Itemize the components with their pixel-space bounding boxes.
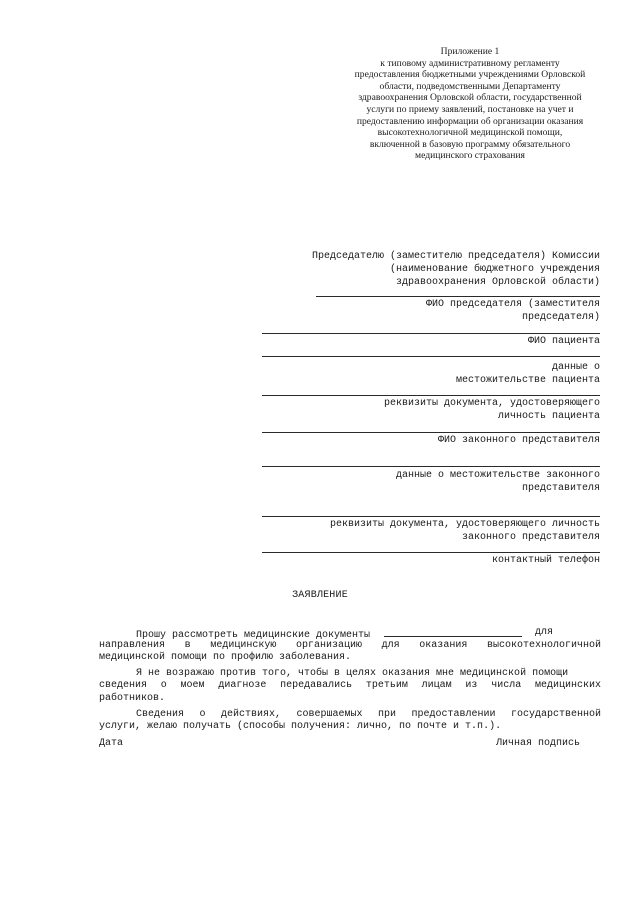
representative-residence-field[interactable]	[262, 466, 600, 467]
phone-field[interactable]	[262, 552, 600, 553]
chairman-fio-label: ФИО председателя (заместителя	[425, 299, 600, 310]
representative-fio-label: ФИО законного представителя	[437, 435, 600, 446]
paragraph-consent	[99, 668, 601, 706]
chairman-label-line2: (наименование бюджетного учреждения	[389, 264, 600, 275]
appendix-line: здравоохранения Орловской области, государственной	[358, 92, 582, 104]
consent-text-line2: сведения о моем диагнозе передавались третьим лицам из числа медицинских	[99, 680, 601, 692]
request-text-line2: направления в медицинскую организацию для оказания высокотехнологичной	[99, 639, 601, 651]
patient-document-label: реквизиты документа, удостоверяющего	[383, 398, 600, 409]
appendix-line: к типовому административному регламенту	[380, 57, 560, 69]
patient-residence-label: данные о	[551, 362, 600, 373]
appendix-line: услуги по приему заявлений, постановке на учет и	[366, 103, 574, 115]
appendix-line: Приложение 1	[440, 46, 500, 57]
chairman-fio-label-cont: председателя)	[521, 312, 600, 323]
appendix-line: предоставлению информации об организации оказания	[356, 115, 584, 127]
appendix-header	[345, 46, 595, 162]
request-text-line3: медицинской помощи по профилю заболевания.	[99, 652, 352, 664]
chairman-label-line1: Председателю (заместителю председателя) Комиссии	[311, 251, 600, 262]
request-text-start: Прошу рассмотреть медицинские документы	[136, 630, 371, 641]
notification-text-line2: услуги, желаю получать (способы получения: лично, по почте и т.п.).	[99, 721, 502, 733]
representative-residence-label-cont: представителя	[521, 483, 600, 494]
documents-field[interactable]	[384, 627, 522, 637]
representative-fio-field[interactable]	[262, 432, 600, 433]
paragraph-request	[99, 627, 601, 665]
patient-fio-field[interactable]	[262, 333, 600, 334]
patient-residence-field[interactable]	[262, 356, 600, 357]
patient-document-field[interactable]	[262, 395, 600, 396]
appendix-line: предоставления бюджетными учреждениями Орловской	[354, 69, 586, 81]
paragraph-notification	[99, 709, 601, 734]
representative-document-label: реквизиты документа, удостоверяющего личность	[329, 519, 600, 530]
consent-text-line3: работников.	[99, 692, 166, 704]
signature-label: Личная подпись	[496, 738, 581, 749]
patient-residence-label-cont: местожительстве пациента	[455, 375, 600, 386]
chairman-label-line3: здравоохранения Орловской области)	[395, 277, 600, 288]
notification-text-line1: Сведения о действиях, совершаемых при предоставлении государственной	[136, 708, 601, 720]
consent-text-line1: Я не возражаю против того, чтобы в целях оказания мне медицинской помощи	[136, 667, 569, 679]
appendix-line: медицинского страхования	[415, 150, 525, 162]
appendix-line: высокотехнологичной медицинской помощи,	[377, 127, 563, 139]
appendix-line: области, подведомственными Департаменту	[379, 80, 561, 92]
chairman-fio-field[interactable]	[316, 296, 600, 297]
statement-body	[99, 627, 601, 737]
document-title: ЗАЯВЛЕНИЕ	[292, 590, 348, 601]
phone-label: контактный телефон	[491, 555, 600, 566]
appendix-line: включенной в базовую программу обязательного	[369, 138, 571, 150]
representative-residence-label: данные о местожительстве законного	[395, 470, 600, 481]
request-text-end: для	[534, 627, 553, 638]
patient-document-label-cont: личность пациента	[497, 411, 600, 422]
patient-fio-label: ФИО пациента	[527, 336, 600, 347]
representative-document-field[interactable]	[262, 516, 600, 517]
date-label: Дата	[99, 738, 124, 749]
representative-document-label-cont: законного представителя	[461, 532, 600, 543]
